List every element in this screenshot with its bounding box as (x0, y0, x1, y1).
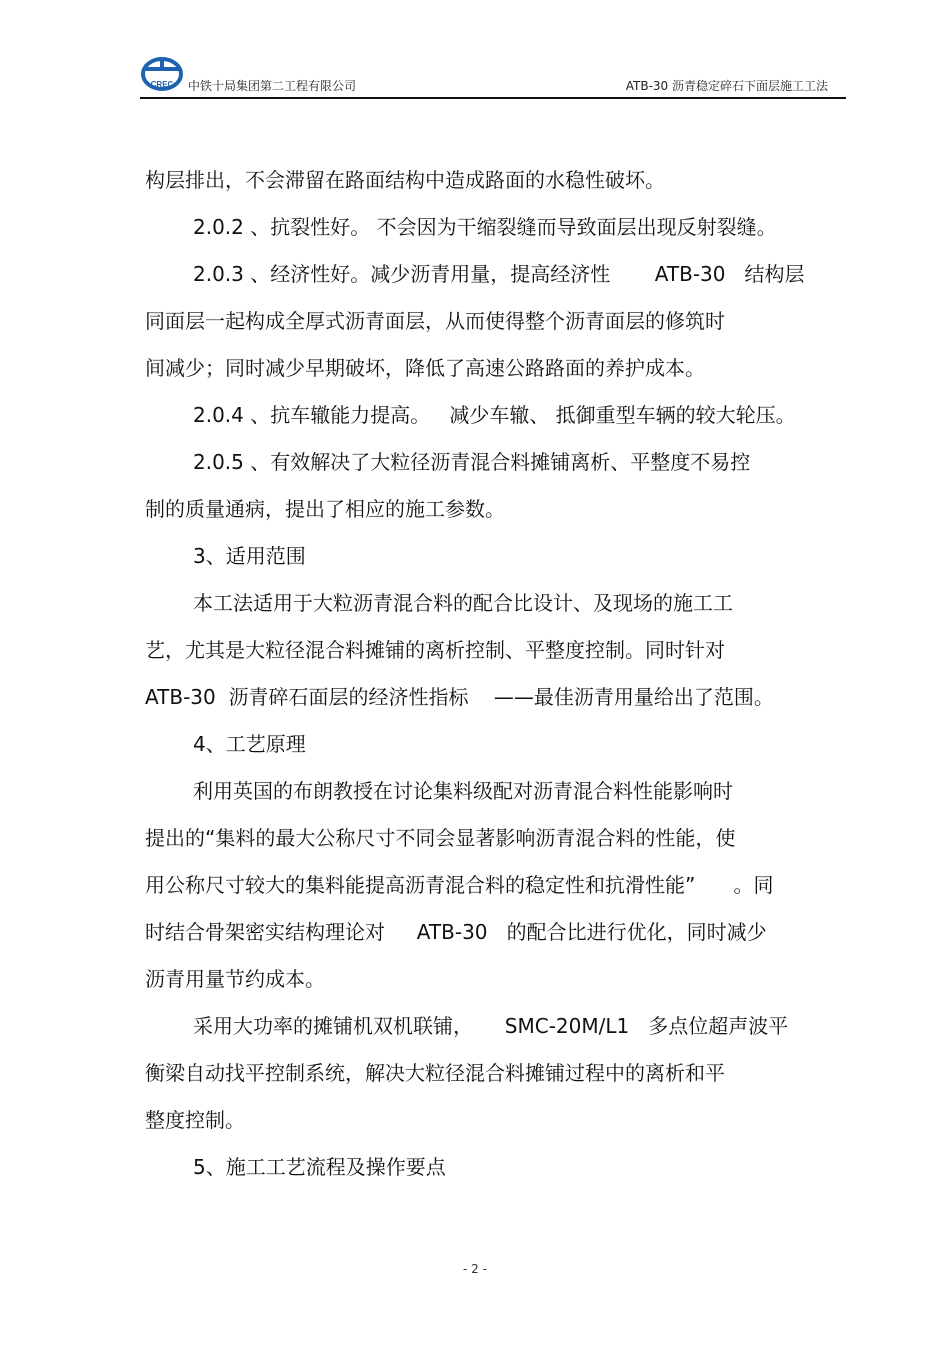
section-heading: 4、工艺原理 (193, 732, 306, 756)
crec-logo-icon (140, 54, 190, 92)
page-header (140, 52, 846, 100)
section-heading: 3、适用范围 (193, 544, 306, 568)
text-line: 制的质量通病，提出了相应的施工参数。 (145, 497, 505, 521)
text-line: 沥青用量节约成本。 (145, 967, 325, 991)
text-line: 同面层一起构成全厚式沥青面层，从而使得整个沥青面层的修筑时 (145, 309, 725, 333)
logo-text: CREC (150, 80, 174, 89)
text-line: 用公称尺寸较大的集料能提高沥青混合料的稳定性和抗滑性能” 。同 (145, 873, 774, 897)
text-line: ATB-30 沥青碎石面层的经济性指标 ——最佳沥青用量给出了范围。 (145, 685, 774, 709)
text-line: 艺，尤其是大粒径混合料摊铺的离析控制、平整度控制。同时针对 (145, 638, 725, 662)
text-line: 2.0.5 、有效解决了大粒径沥青混合料摊铺离析、平整度不易控 (193, 450, 751, 474)
text-line: 2.0.4 、抗车辙能力提高。 减少车辙、 抵御重型车辆的较大轮压。 (193, 403, 796, 427)
text-line: 衡梁自动找平控制系统，解决大粒径混合料摊铺过程中的离析和平 (145, 1061, 725, 1085)
text-line: 利用英国的布朗教授在讨论集料级配对沥青混合料性能影响时 (193, 779, 733, 803)
text-line: 整度控制。 (145, 1108, 245, 1132)
text-line: 2.0.2 、抗裂性好。 不会因为干缩裂缝而导致面层出现反射裂缝。 (193, 215, 777, 239)
text-line: 间减少；同时减少早期破坏，降低了高速公路路面的养护成本。 (145, 356, 705, 380)
text-line: 提出的“集料的最大公称尺寸不同会显著影响沥青混合料的性能，使 (145, 826, 736, 850)
text-line: 时结合骨架密实结构理论对 ATB-30 的配合比进行优化，同时减少 (145, 920, 767, 944)
header-rule (140, 97, 846, 99)
document-title: ATB-30 沥青稳定碎石下面层施工工法 (625, 79, 828, 93)
page-number: - 2 - (463, 1262, 487, 1276)
section-heading: 5、施工工艺流程及操作要点 (193, 1155, 446, 1179)
text-line: 本工法适用于大粒沥青混合料的配合比设计、及现场的施工工 (193, 591, 733, 615)
text-line: 2.0.3 、经济性好。减少沥青用量，提高经济性 ATB-30 结构层 (193, 262, 805, 286)
company-name: 中铁十局集团第二工程有限公司 (188, 79, 357, 93)
text-line: 构层排出，不会滞留在路面结构中造成路面的水稳性破坏。 (145, 168, 665, 192)
text-line: 采用大功率的摊铺机双机联铺， SMC-20M/L1 多点位超声波平 (193, 1014, 789, 1038)
